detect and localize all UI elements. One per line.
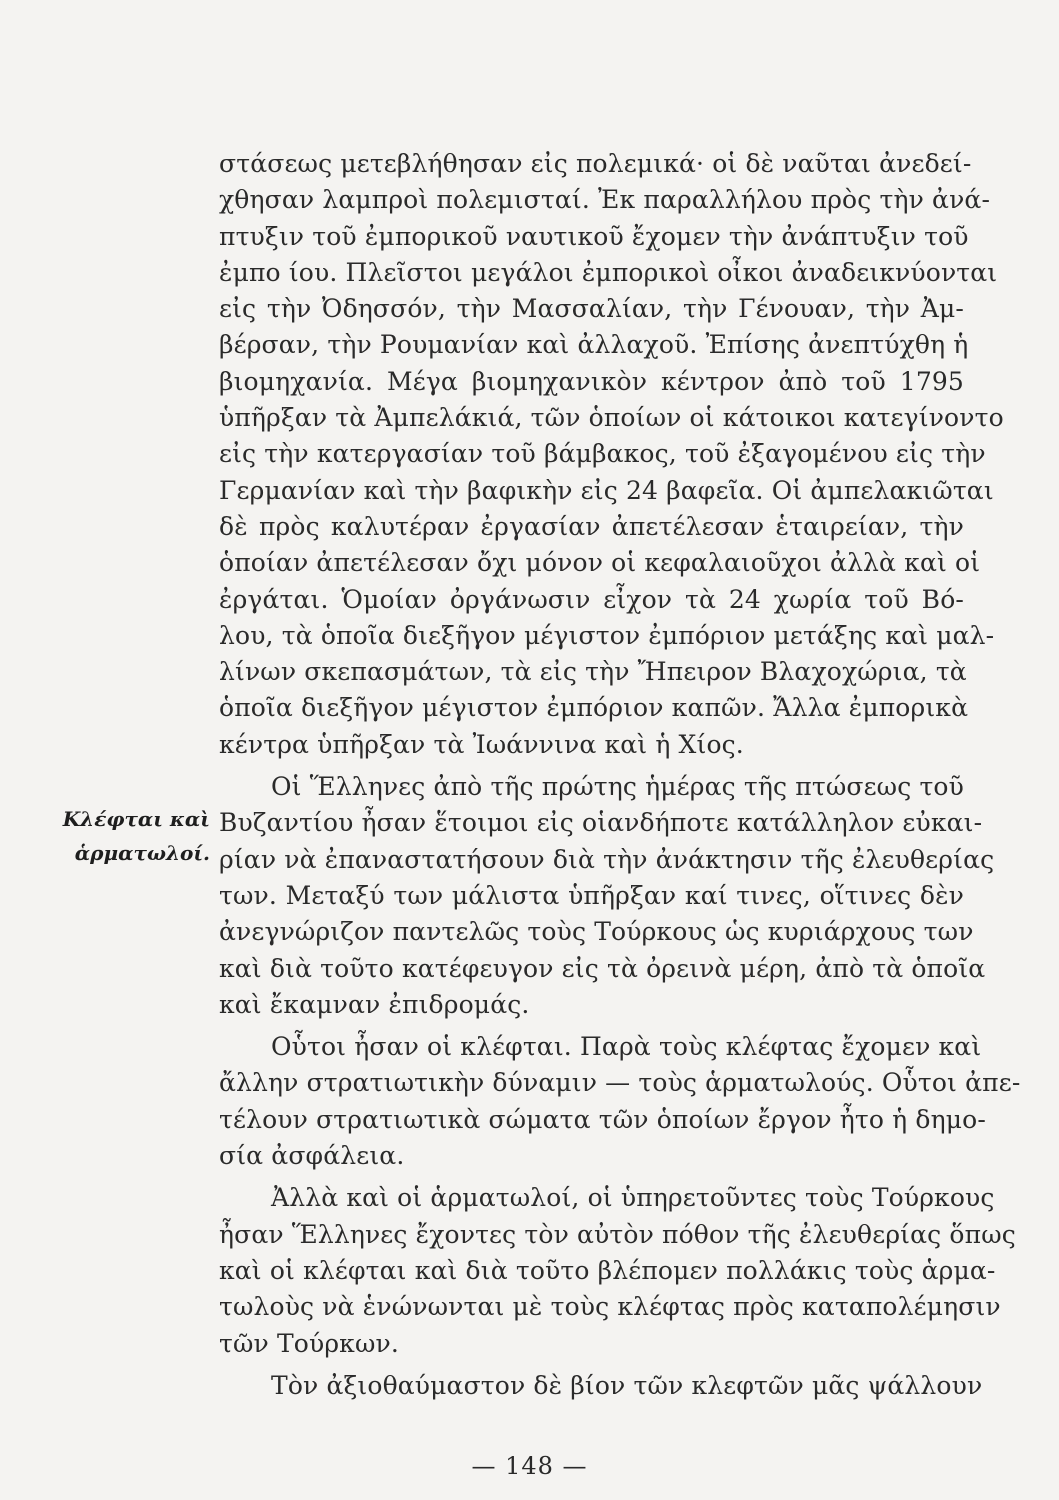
text-line: ἦσαν Ἕλληνες ἔχοντες τὸν αὐτὸν πόθον τῆς ἐλευθερίας ὅπως xyxy=(219,1219,1016,1249)
margin-note-line: ἁρματωλοί. xyxy=(74,841,210,865)
text-line: των. Μεταξύ των μάλιστα ὑπῆρξαν καί τινες, οἵτινες δὲν xyxy=(219,880,964,910)
text-line: τῶν Τούρκων. xyxy=(219,1328,399,1358)
page-number: — 148 — xyxy=(471,1452,588,1480)
body-text xyxy=(219,146,1021,1404)
text-line: ἐμπο ίου. Πλεῖστοι μεγάλοι ἐμπορικοὶ οἶκοι ἀναδεικνύονται xyxy=(219,257,998,287)
text-line: Οὗτοι ἦσαν οἱ κλέφται. Παρὰ τοὺς κλέφτας ἔχομεν καὶ xyxy=(271,1032,982,1062)
text-line: καὶ ἔκαμναν ἐπιδρομάς. xyxy=(219,989,530,1019)
text-line: ἐργάται. Ὁμοίαν ὀργάνωσιν εἶχον τὰ 24 χωρία τοῦ Βό- xyxy=(219,584,964,614)
text-line: ρίαν νὰ ἐπαναστατήσουν διὰ τὴν ἀνάκτησιν τῆς ἐλευθερίας xyxy=(219,844,995,874)
paragraph xyxy=(219,1368,983,1404)
paragraph xyxy=(219,769,995,1023)
paragraph xyxy=(219,1180,1016,1361)
text-line: βιομηχανία. Μέγα βιομηχανικὸν κέντρον ἀπὸ τοῦ 1795 xyxy=(219,366,964,396)
text-line: εἰς τὴν Ὀδησσόν, τὴν Μασσαλίαν, τὴν Γένουαν, τὴν Ἀμ- xyxy=(219,294,964,324)
text-line: χθησαν λαμπροὶ πολεμισταί. Ἐκ παραλλήλου πρὸς τὴν ἀνά- xyxy=(219,185,991,215)
text-line: Γερμανίαν καὶ τὴν βαφικὴν εἰς 24 βαφεῖα. Οἱ ἀμπελακιῶται xyxy=(219,475,994,505)
text-line: λου, τὰ ὁποῖα διεξῆγον μέγιστον ἐμπόριον μετάξης καὶ μαλ- xyxy=(219,620,995,650)
text-line: ἀνεγνώριζον παντελῶς τοὺς Τούρκους ὡς κυριάρχους των xyxy=(219,917,974,947)
text-line: σία ἀσφάλεια. xyxy=(219,1141,405,1171)
text-line: Βυζαντίου ἦσαν ἕτοιμοι εἰς οἱανδήποτε κατάλληλον εὐκαι- xyxy=(219,808,983,838)
text-line: κέντρα ὑπῆρξαν τὰ Ἰωάννινα καὶ ἡ Χίος. xyxy=(219,729,744,759)
text-line: ὁποίαν ἀπετέλεσαν ὄχι μόνον οἱ κεφαλαιοῦχοι ἀλλὰ καὶ οἱ xyxy=(219,548,981,578)
text-line: δὲ πρὸς καλυτέραν ἐργασίαν ἀπετέλεσαν ἑταιρείαν, τὴν xyxy=(219,511,964,541)
text-line: στάσεως μετεβλήθησαν εἰς πολεμικά· οἱ δὲ ναῦται ἀνεδεί- xyxy=(219,149,972,178)
text-line: τέλουν στρατιωτικὰ σώματα τῶν ὁποίων ἔργον ἦτο ἡ δημο- xyxy=(219,1104,986,1134)
text-line: ὑπῆρξαν τὰ Ἀμπελάκιά, τῶν ὁποίων οἱ κάτοικοι κατεγίνοντο xyxy=(219,403,1004,433)
text-line: ὁποῖα διεξῆγον μέγιστον ἐμπόριον καπῶν. Ἄλλα ἐμπορικὰ xyxy=(219,693,969,723)
text-line: Οἱ Ἕλληνες ἀπὸ τῆς πρώτης ἡμέρας τῆς πτώσεως τοῦ xyxy=(271,772,964,802)
text-line: καὶ οἱ κλέφται καὶ διὰ τοῦτο βλέπομεν πολλάκις τοὺς ἁρμα- xyxy=(219,1255,996,1285)
text-line: Τὸν ἀξιοθαύμαστον δὲ βίον τῶν κλεφτῶν μᾶς ψάλλουν xyxy=(271,1370,983,1400)
paragraph xyxy=(219,1029,1021,1174)
margin-note xyxy=(30,802,210,870)
text-line: λίνων σκεπασμάτων, τὰ εἰς τὴν Ἤπειρον Βλαχοχώρια, τὰ xyxy=(219,657,967,687)
text-line: εἰς τὴν κατεργασίαν τοῦ βάμβακος, τοῦ ἐξαγομένου εἰς τὴν xyxy=(219,439,986,469)
text-line: ἄλλην στρατιωτικὴν δύναμιν — τοὺς ἁρματωλούς. Οὗτοι ἀπε- xyxy=(219,1068,1021,1098)
text-line: Ἀλλὰ καὶ οἱ ἁρματωλοί, οἱ ὑπηρετοῦντες τοὺς Τούρκους xyxy=(271,1183,995,1213)
text-line: τωλοὺς νὰ ἑνώνωνται μὲ τοὺς κλέφτας πρὸς καταπολέμησιν xyxy=(219,1292,1001,1322)
margin-note-line: Κλέφται καὶ xyxy=(62,807,210,831)
text-line: καὶ διὰ τοῦτο κατέφευγον εἰς τὰ ὀρεινὰ μέρη, ἀπὸ τὰ ὁποῖα xyxy=(219,953,986,983)
text-line: πτυξιν τοῦ ἐμπορικοῦ ναυτικοῦ ἔχομεν τὴν ἀνάπτυξιν τοῦ xyxy=(219,221,969,251)
text-line: βέρσαν, τὴν Ρουμανίαν καὶ ἀλλαχοῦ. Ἐπίσης ἀνεπτύχθη ἡ xyxy=(219,330,969,360)
paragraph xyxy=(219,146,1004,763)
